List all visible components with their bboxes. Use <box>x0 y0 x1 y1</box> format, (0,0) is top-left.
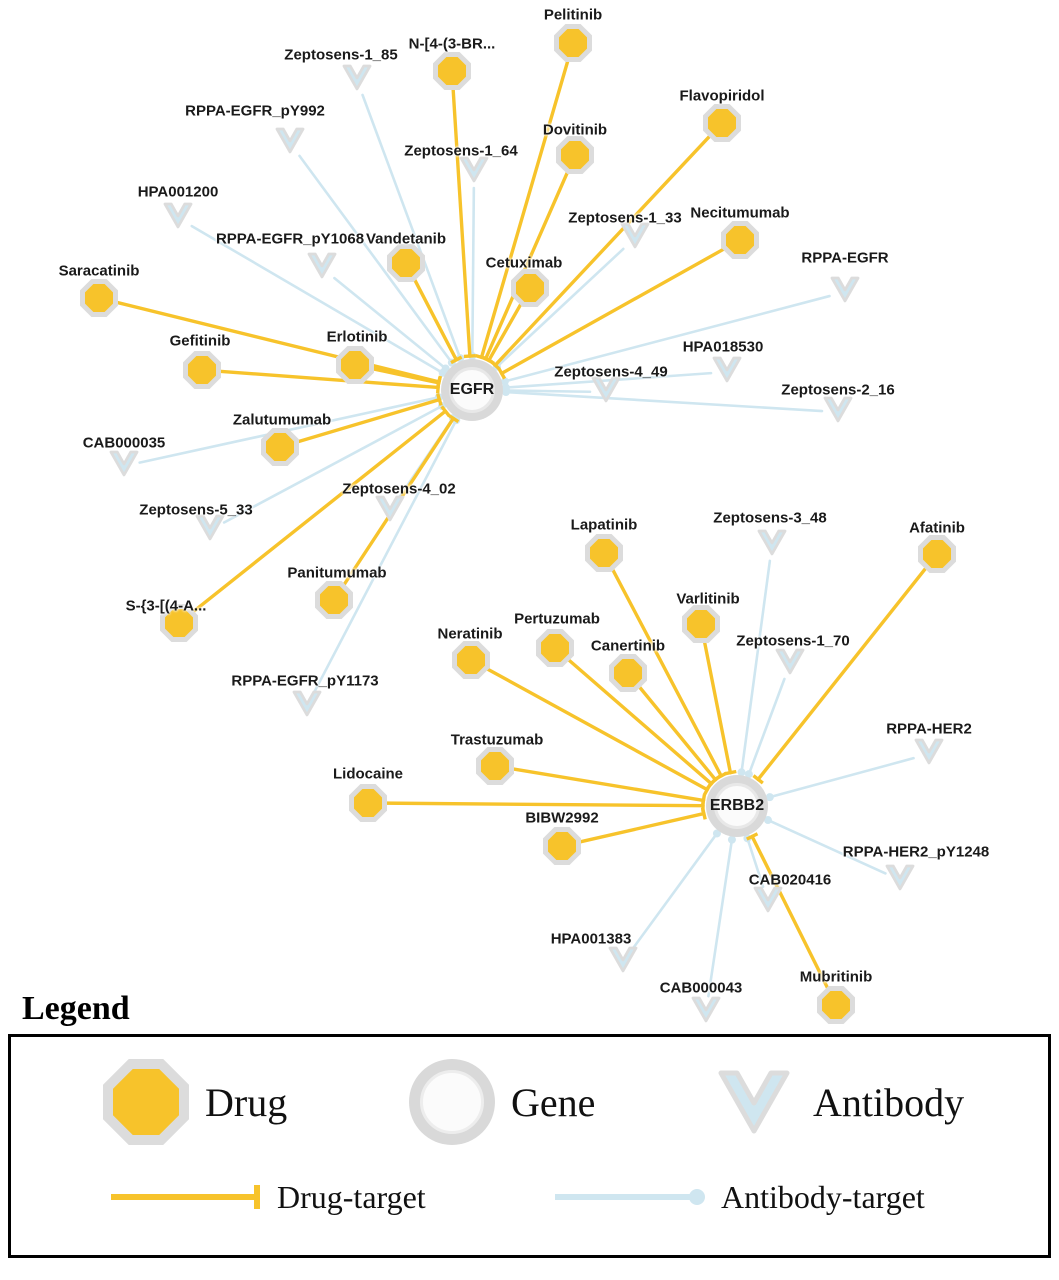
drug-node-label: Panitumumab <box>287 564 387 582</box>
drug-icon[interactable] <box>721 221 759 259</box>
antibody-node[interactable] <box>290 686 324 727</box>
antibody-icon[interactable] <box>340 60 374 96</box>
antibody-icon <box>711 1059 797 1145</box>
antibody-node-label: Zeptosens-4_02 <box>342 480 456 498</box>
drug-icon[interactable] <box>609 654 647 692</box>
gene-node-label: EGFR <box>449 381 495 398</box>
antibody-node-label: HPA001200 <box>137 183 219 201</box>
antibody-node-label: HPA018530 <box>682 338 764 356</box>
drug-node[interactable] <box>315 581 353 619</box>
legend-drug-target-label: Drug-target <box>277 1178 426 1215</box>
legend-gene-label: Gene <box>511 1079 596 1125</box>
drug-node-label: Dovitinib <box>542 121 608 139</box>
drug-node[interactable] <box>336 346 374 384</box>
drug-node[interactable] <box>585 534 623 572</box>
drug-node-label: S-{3-[(4-A... <box>125 597 207 615</box>
antibody-icon[interactable] <box>290 686 324 722</box>
legend-gene <box>409 1059 595 1145</box>
legend-antibody-target-label: Antibody-target <box>721 1178 925 1215</box>
drug-icon[interactable] <box>261 428 299 466</box>
drug-icon[interactable] <box>918 535 956 573</box>
antibody-node[interactable] <box>107 446 141 487</box>
antibody-node[interactable] <box>161 198 195 239</box>
antibody-node-label: RPPA-EGFR_pY992 <box>185 102 325 120</box>
drug-node[interactable] <box>80 279 118 317</box>
drug-icon[interactable] <box>476 747 514 785</box>
drug-node[interactable] <box>543 827 581 865</box>
antibody-icon[interactable] <box>305 248 339 284</box>
antibody-node-label: RPPA-EGFR_pY1068 <box>215 230 365 248</box>
drug-node[interactable] <box>609 654 647 692</box>
drug-node-label: Afatinib <box>909 519 965 537</box>
antibody-node[interactable] <box>710 352 744 393</box>
antibody-node[interactable] <box>606 942 640 983</box>
antibody-node[interactable] <box>912 734 946 775</box>
drug-node[interactable] <box>387 244 425 282</box>
drug-node[interactable] <box>721 221 759 259</box>
legend-title: Legend <box>22 990 130 1027</box>
antibody-node-label: RPPA-EGFR_pY1173 <box>231 672 379 690</box>
drug-node-label: Flavopiridol <box>679 87 765 105</box>
antibody-target-edge-icon <box>551 1177 711 1217</box>
legend-box <box>8 1034 1051 1258</box>
gene-icon <box>409 1059 495 1145</box>
drug-icon[interactable] <box>336 346 374 384</box>
antibody-node[interactable] <box>305 248 339 289</box>
drug-node-label: Lapatinib <box>570 516 638 534</box>
drug-icon[interactable] <box>315 581 353 619</box>
antibody-node[interactable] <box>828 272 862 313</box>
drug-node[interactable] <box>536 629 574 667</box>
drug-icon[interactable] <box>452 641 490 679</box>
drug-node[interactable] <box>476 747 514 785</box>
antibody-node-label: CAB000035 <box>82 434 166 452</box>
drug-node[interactable] <box>433 52 471 90</box>
drug-node-label: Vandetanib <box>365 230 447 248</box>
drug-icon[interactable] <box>511 269 549 307</box>
drug-node[interactable] <box>183 351 221 389</box>
gene-node-label: ERBB2 <box>709 797 765 814</box>
drug-icon[interactable] <box>433 52 471 90</box>
drug-node-label: Varlitinib <box>676 590 740 608</box>
antibody-node-label: RPPA-EGFR <box>801 249 889 267</box>
antibody-node-label: Zeptosens-1_70 <box>736 632 850 650</box>
antibody-node-label: RPPA-HER2_pY1248 <box>842 843 990 861</box>
drug-node-label: Pertuzumab <box>514 610 600 628</box>
antibody-node-label: Zeptosens-3_48 <box>713 509 827 527</box>
antibody-node-label: Zeptosens-1_64 <box>404 142 518 160</box>
drug-node[interactable] <box>703 104 741 142</box>
drug-node[interactable] <box>261 428 299 466</box>
antibody-icon[interactable] <box>273 123 307 159</box>
antibody-node-label: CAB000043 <box>659 979 743 997</box>
drug-node-label: Lidocaine <box>332 765 404 783</box>
antibody-node[interactable] <box>773 644 807 685</box>
antibody-node-label: Zeptosens-4_49 <box>554 363 668 381</box>
legend-drug <box>103 1059 287 1145</box>
drug-node[interactable] <box>452 641 490 679</box>
drug-icon[interactable] <box>80 279 118 317</box>
legend-antibody <box>711 1059 964 1145</box>
legend-antibody-target-edge <box>551 1177 925 1217</box>
antibody-node[interactable] <box>273 123 307 164</box>
antibody-icon[interactable] <box>161 198 195 234</box>
antibody-node-label: RPPA-HER2 <box>886 720 972 738</box>
drug-node-label: Neratinib <box>437 625 503 643</box>
drug-node[interactable] <box>556 136 594 174</box>
drug-node-label: N-[4-(3-BR... <box>408 35 496 53</box>
antibody-icon[interactable] <box>828 272 862 308</box>
legend-drug-target-edge <box>107 1177 426 1217</box>
drug-icon[interactable] <box>556 136 594 174</box>
antibody-icon[interactable] <box>912 734 946 770</box>
antibody-node-label: Zeptosens-1_85 <box>284 46 398 64</box>
legend-drug-label: Drug <box>205 1079 288 1125</box>
drug-node[interactable] <box>554 24 592 62</box>
drug-node[interactable] <box>349 784 387 822</box>
antibody-node-label: HPA001383 <box>550 930 632 948</box>
drug-icon[interactable] <box>183 351 221 389</box>
drug-node-label: Mubritinib <box>799 968 873 986</box>
drug-node-label: Gefitinib <box>169 332 231 350</box>
drug-icon[interactable] <box>585 534 623 572</box>
drug-icon[interactable] <box>349 784 387 822</box>
drug-node-label: Zalutumumab <box>232 411 332 429</box>
antibody-icon[interactable] <box>883 860 917 896</box>
drug-node[interactable] <box>918 535 956 573</box>
drug-node-label: Necitumumab <box>690 204 790 222</box>
drug-node[interactable] <box>511 269 549 307</box>
antibody-node-label: Zeptosens-1_33 <box>568 209 682 227</box>
drug-icon[interactable] <box>536 629 574 667</box>
antibody-node[interactable] <box>340 60 374 101</box>
drug-icon <box>103 1059 189 1145</box>
drug-node-label: Cetuximab <box>485 254 563 272</box>
legend-antibody-label: Antibody <box>813 1079 965 1125</box>
drug-node-label: Canertinib <box>590 637 666 655</box>
antibody-icon[interactable] <box>710 352 744 388</box>
drug-node-label: Erlotinib <box>326 328 388 346</box>
antibody-node-label: Zeptosens-5_33 <box>139 501 253 519</box>
drug-node-label: Pelitinib <box>543 6 603 24</box>
drug-node[interactable] <box>682 605 720 643</box>
drug-icon[interactable] <box>703 104 741 142</box>
legend <box>8 990 1051 1258</box>
drug-target-edge-icon <box>107 1177 267 1217</box>
drug-node-label: BIBW2992 <box>525 809 599 827</box>
antibody-icon[interactable] <box>755 525 789 561</box>
drug-node-label: Trastuzumab <box>450 731 544 749</box>
drug-node-label: Saracatinib <box>58 262 140 280</box>
antibody-node[interactable] <box>883 860 917 901</box>
antibody-node-label: CAB020416 <box>748 871 832 889</box>
antibody-node[interactable] <box>755 525 789 566</box>
drug-icon[interactable] <box>543 827 581 865</box>
drug-icon[interactable] <box>387 244 425 282</box>
drug-icon[interactable] <box>554 24 592 62</box>
antibody-node-label: Zeptosens-2_16 <box>781 381 895 399</box>
drug-icon[interactable] <box>682 605 720 643</box>
